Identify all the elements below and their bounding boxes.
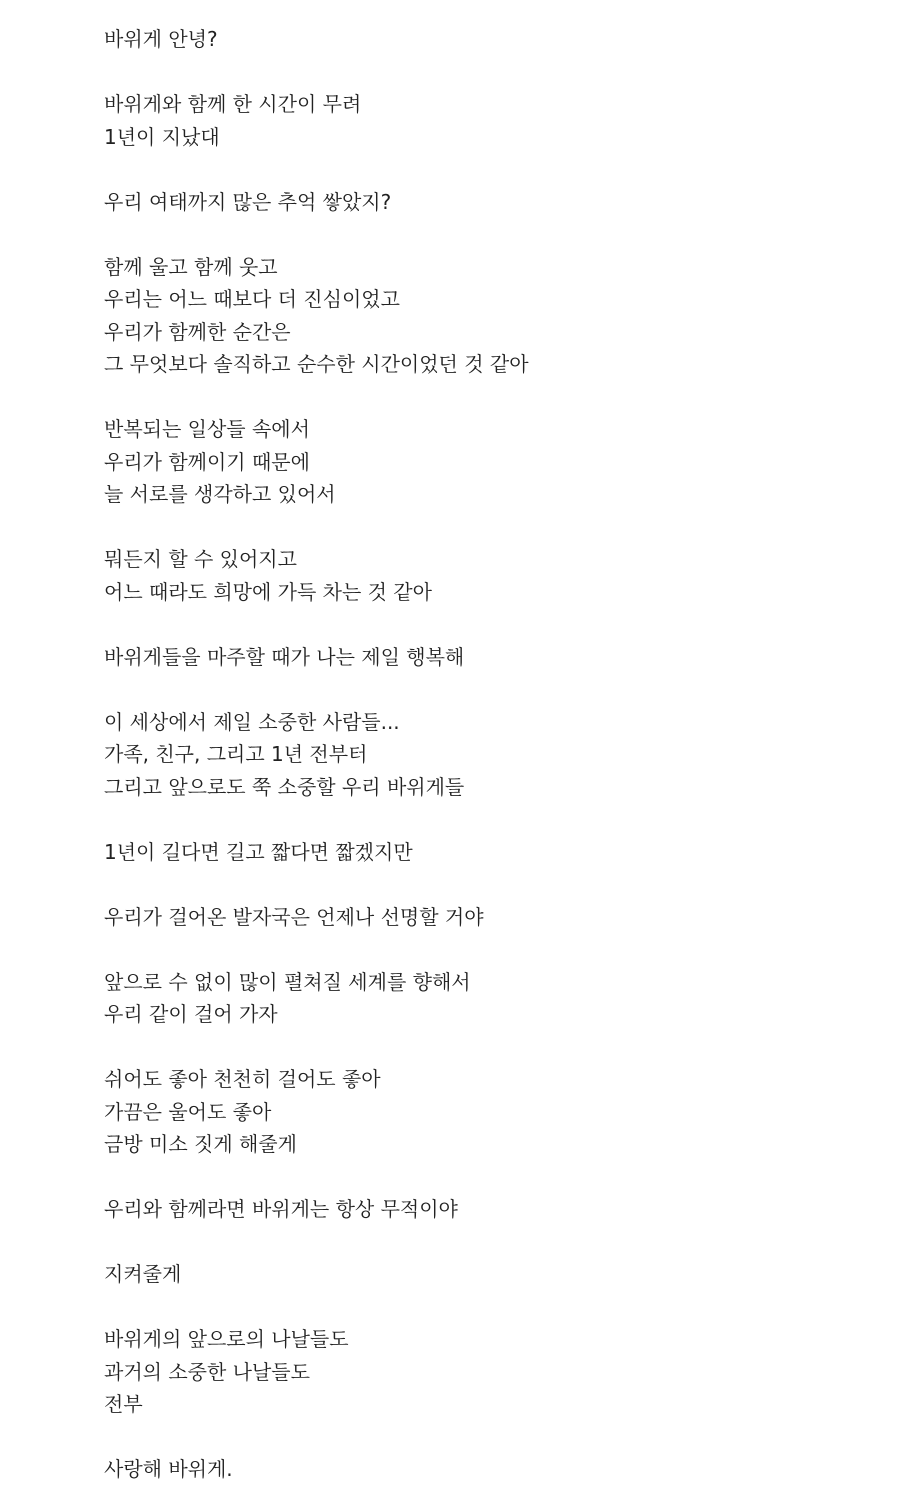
- text-line: 우리와 함께라면 바위게는 항상 무적이야: [104, 1197, 458, 1221]
- text-line: 뭐든지 할 수 있어지고: [104, 547, 297, 571]
- text-line: 과거의 소중한 나날들도: [104, 1359, 310, 1384]
- stanza: [104, 186, 864, 219]
- text-line: 우리가 함께한 순간은: [104, 319, 291, 344]
- text-line: 1년이 지났대: [104, 124, 220, 149]
- text-line: 우리가 함께이기 때문에: [104, 449, 310, 474]
- stanza: [104, 836, 864, 869]
- letter-body: [104, 23, 864, 1486]
- text-line: 바위게와 함께 한 시간이 무려: [104, 92, 362, 116]
- stanza: [104, 706, 864, 804]
- stanza: [104, 641, 864, 674]
- text-line: 쉬어도 좋아 천천히 걸어도 좋아: [104, 1067, 381, 1091]
- stanza: [104, 1063, 864, 1161]
- stanza: [104, 413, 864, 511]
- text-line: 앞으로 수 없이 많이 펼쳐질 세계를 향해서: [104, 969, 471, 994]
- text-line: 1년이 길다면 길고 짧다면 짧겠지만: [104, 839, 413, 864]
- stanza: [104, 1258, 864, 1291]
- text-line: 지켜줄게: [104, 1262, 182, 1286]
- text-line: 우리가 걸어온 발자국은 언제나 선명할 거야: [104, 904, 484, 929]
- text-line: 우리 같이 걸어 가자: [104, 1002, 278, 1026]
- text-line: 사랑해 바위게.: [104, 1457, 233, 1481]
- text-line: 금방 미소 짓게 해줄게: [104, 1132, 297, 1156]
- text-line: 가끔은 울어도 좋아: [104, 1099, 272, 1124]
- text-line: 우리 여태까지 많은 추억 쌓았지?: [104, 189, 392, 214]
- text-line: 우리는 어느 때보다 더 진심이었고: [104, 287, 400, 311]
- stanza: [104, 251, 864, 381]
- text-line: 전부: [104, 1392, 143, 1416]
- text-line: 바위게의 앞으로의 나날들도: [104, 1327, 349, 1351]
- text-line: 그리고 앞으로도 쭉 소중할 우리 바위게들: [104, 774, 465, 799]
- text-line: 가족, 친구, 그리고 1년 전부터: [104, 742, 368, 766]
- text-line: 이 세상에서 제일 소중한 사람들...: [104, 709, 400, 734]
- text-line: 함께 울고 함께 웃고: [104, 254, 278, 279]
- stanza: [104, 543, 864, 608]
- text-line: 어느 때라도 희망에 가득 차는 것 같아: [104, 579, 432, 604]
- text-line: 바위게 안녕?: [104, 27, 218, 51]
- text-line: 늘 서로를 생각하고 있어서: [104, 482, 336, 506]
- stanza: [104, 1323, 864, 1421]
- stanza: [104, 88, 864, 153]
- stanza: [104, 1193, 864, 1226]
- text-line: 그 무엇보다 솔직하고 순수한 시간이었던 것 같아: [104, 352, 529, 376]
- text-line: 바위게들을 마주할 때가 나는 제일 행복해: [104, 644, 465, 669]
- text-line: 반복되는 일상들 속에서: [104, 417, 310, 441]
- stanza: [104, 966, 864, 1031]
- stanza: [104, 901, 864, 934]
- stanza: [104, 23, 864, 56]
- stanza: [104, 1453, 864, 1486]
